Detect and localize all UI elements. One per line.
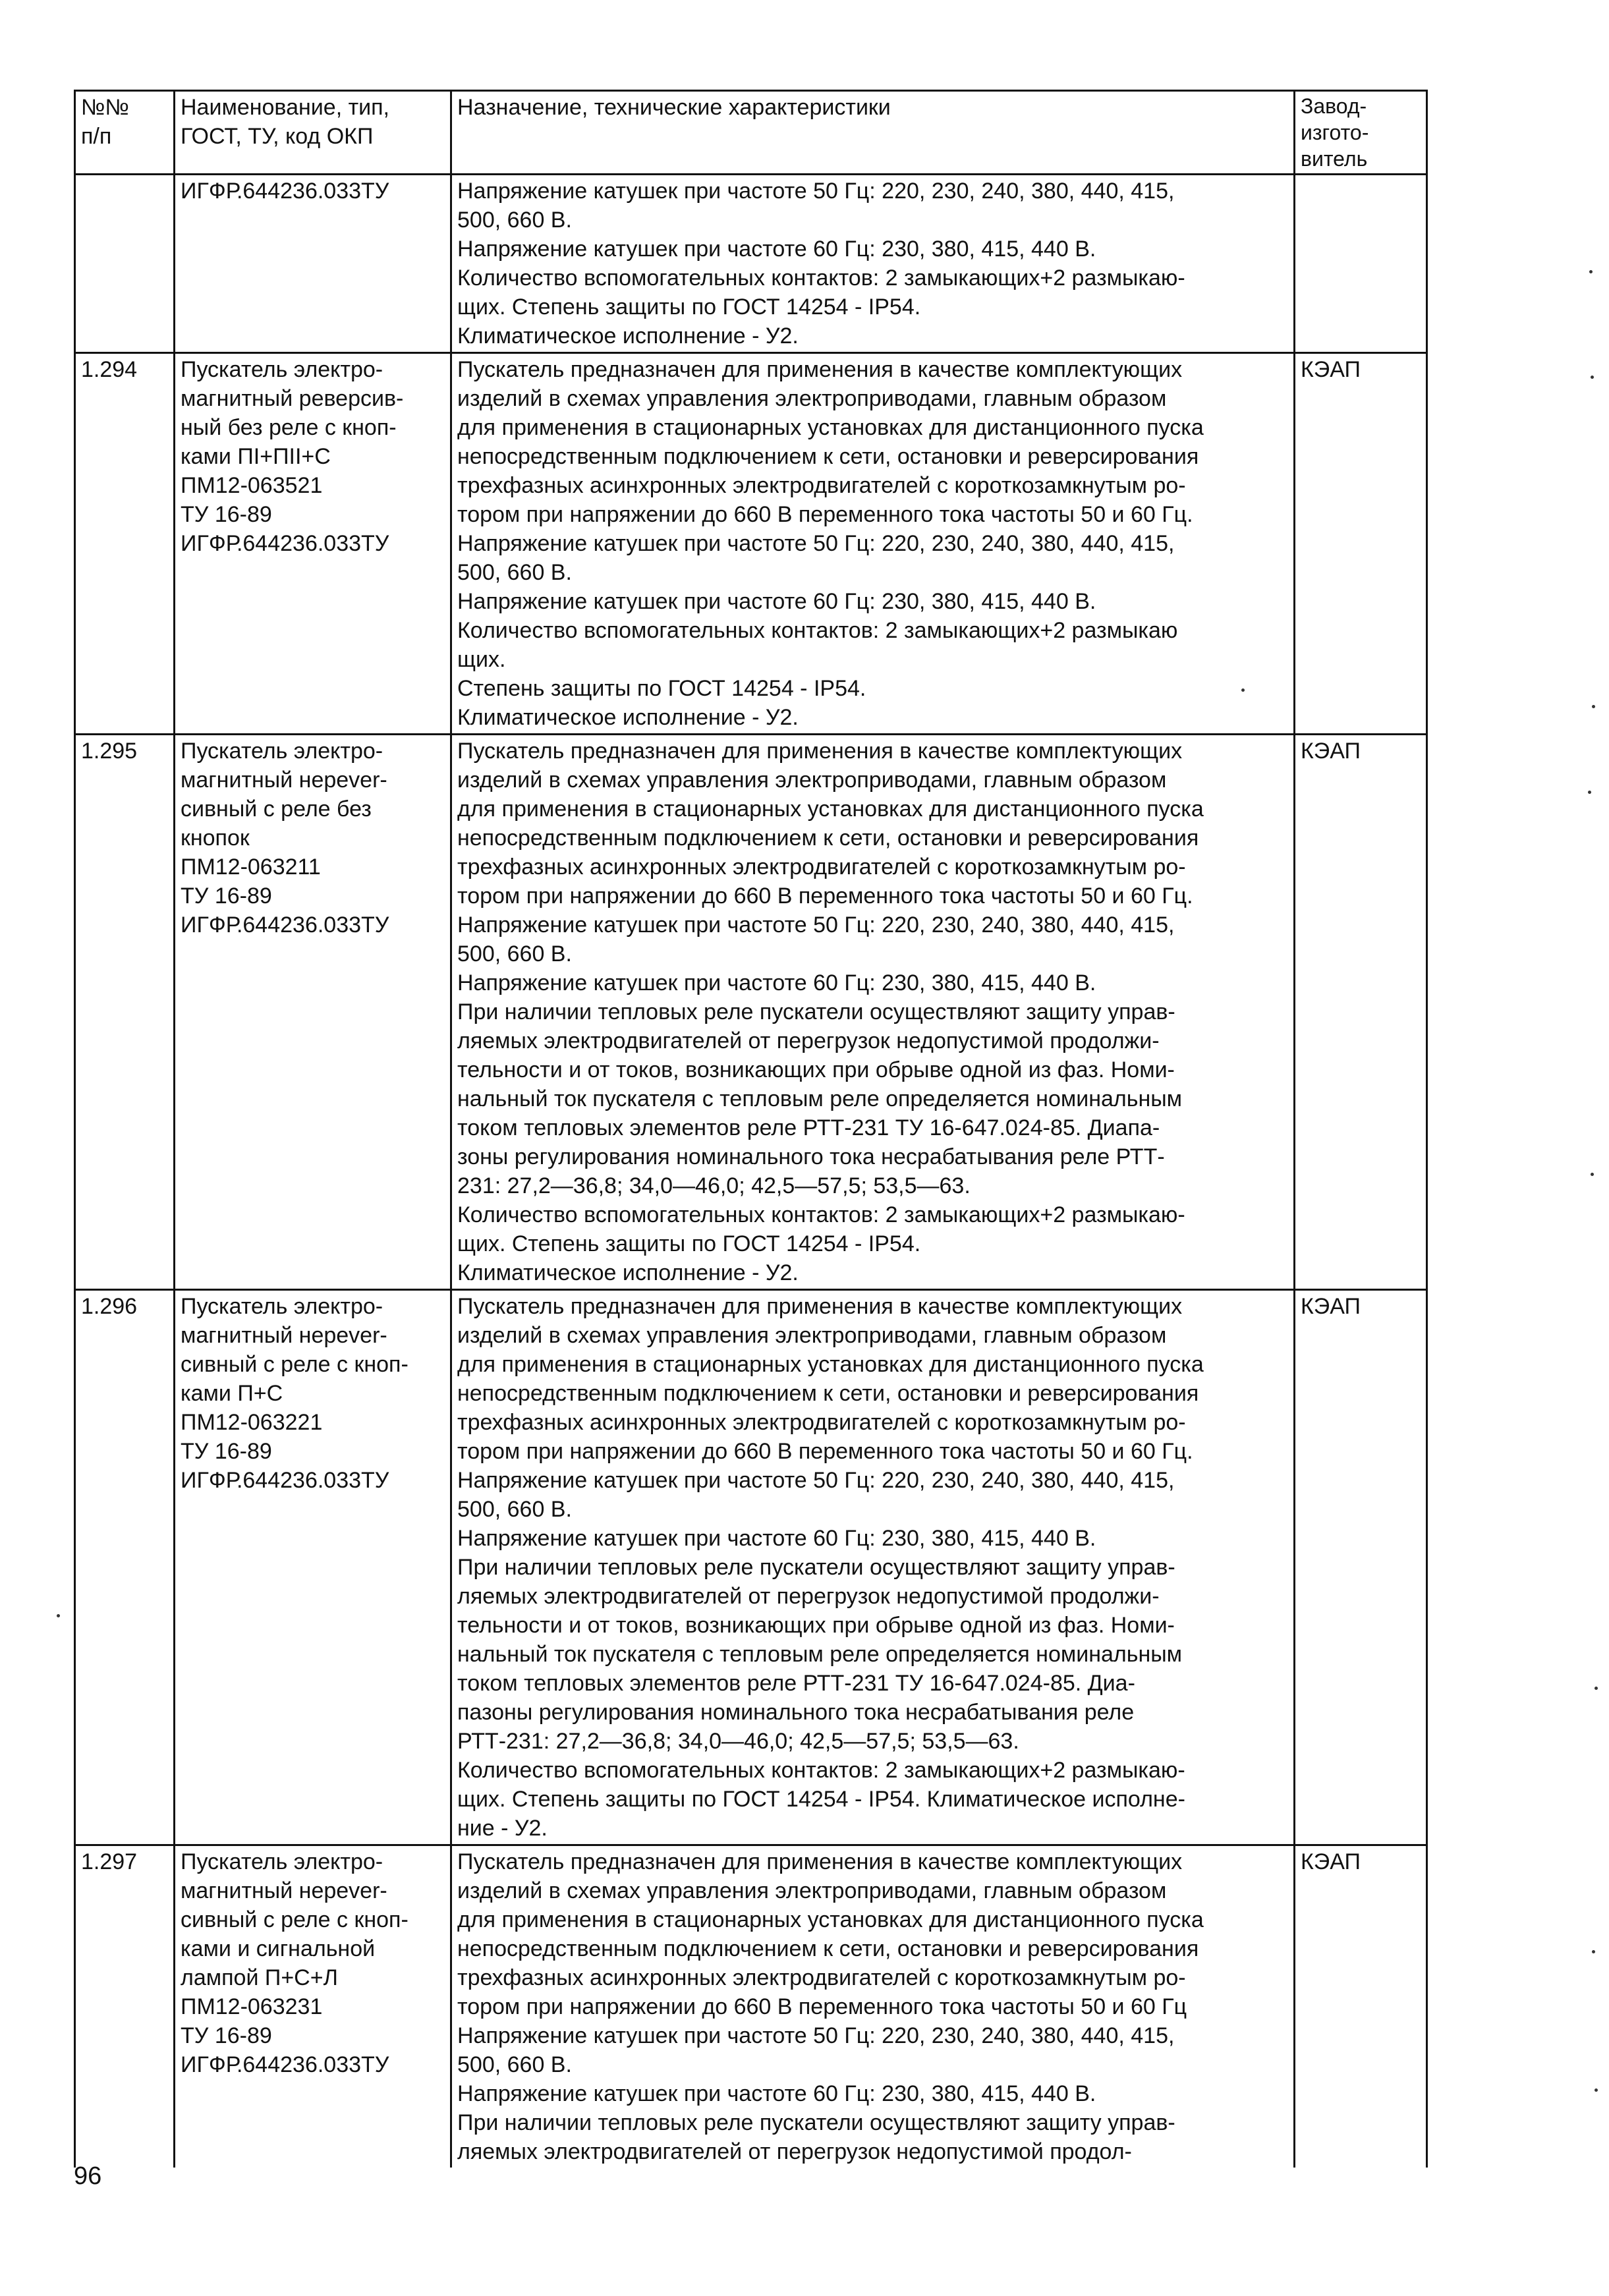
item-description-line: изделий в схемах управления электроприводами, главным образом — [457, 768, 1167, 793]
item-description-line: тором при напряжении до 660 В переменного тока частоты 50 и 60 Гц. — [457, 883, 1193, 909]
header-manufacturer-line: изгото- — [1301, 121, 1369, 144]
item-description-line: током тепловых элементов реле РТТ-231 ТУ 16-647.024-85. Диапа- — [457, 1115, 1160, 1140]
item-description-line: непосредственным подключением к сети, остановки и реверсирования — [457, 444, 1199, 469]
item-manufacturer-cell: КЭАП — [1295, 735, 1427, 1290]
continuation-row — [75, 175, 1427, 353]
item-description-line: Напряжение катушек при частоте 50 Гц: 220, 230, 240, 380, 440, 415, — [457, 2023, 1175, 2048]
item-manufacturer-cell: КЭАП — [1295, 1290, 1427, 1845]
header-manufacturer — [1295, 91, 1427, 175]
item-description-line: Климатическое исполнение - У2. — [457, 705, 799, 730]
header-description: Назначение, технические характеристики — [451, 91, 1295, 175]
scan-speck — [1592, 1950, 1595, 1953]
item-description-line: 500, 660 В. — [457, 560, 572, 585]
item-description-cell — [451, 735, 1295, 1290]
item-description-line: При наличии тепловых реле пускатели осуществляют защиту управ- — [457, 2110, 1175, 2135]
item-description-line: для применения в стационарных установках для дистанционного пуска — [457, 1907, 1204, 1932]
scan-speck — [1595, 2088, 1598, 2092]
item-manufacturer-cell — [1295, 175, 1427, 353]
item-description-cell — [451, 1290, 1295, 1845]
item-description-line: При наличии тепловых реле пускатели осуществляют защиту управ- — [457, 1555, 1175, 1580]
item-description-line: Напряжение катушек при частоте 60 Гц: 230, 380, 415, 440 В. — [457, 237, 1096, 262]
item-description-line: пазоны регулирования номинального тока несрабатывания реле — [457, 1700, 1135, 1725]
item-description-line: тором при напряжении до 660 В переменного тока частоты 50 и 60 Гц. — [457, 502, 1193, 527]
item-description-line: Степень защиты по ГОСТ 14254 - IP54. — [457, 676, 866, 701]
item-number-cell: 1.295 — [75, 735, 175, 1290]
item-description-line: Напряжение катушек при частоте 60 Гц: 230, 380, 415, 440 В. — [457, 589, 1096, 614]
item-name-line: ИГФР.644236.033ТУ — [181, 912, 389, 938]
scan-speck — [1591, 1173, 1594, 1176]
scan-speck — [1595, 1687, 1598, 1690]
item-description-line: Напряжение катушек при частоте 60 Гц: 230, 380, 415, 440 В. — [457, 970, 1096, 995]
item-name-cell — [175, 175, 451, 353]
scan-speck — [1241, 688, 1245, 692]
item-description-line: Напряжение катушек при частоте 60 Гц: 230, 380, 415, 440 В. — [457, 1526, 1096, 1551]
item-name-line: ками ПI+ПII+С — [181, 444, 331, 469]
item-number-cell — [75, 175, 175, 353]
item-description-line: 500, 660 В. — [457, 2052, 572, 2077]
item-name-line: ный без реле с кноп- — [181, 415, 397, 440]
item-description-line: изделий в схемах управления электроприводами, главным образом — [457, 1878, 1167, 1903]
item-name-line: ИГФР.644236.033ТУ — [181, 179, 389, 204]
item-description-line: щих. — [457, 647, 506, 672]
table-row — [75, 353, 1427, 735]
item-name-line: ТУ 16-89 — [181, 2023, 272, 2048]
scan-speck — [1591, 376, 1594, 379]
header-number-line: №№ — [81, 95, 129, 120]
item-name-cell — [175, 1845, 451, 2168]
item-description-line: тором при напряжении до 660 В переменного тока частоты 50 и 60 Гц — [457, 1994, 1187, 2019]
item-description-line: 500, 660 В. — [457, 1497, 572, 1522]
item-name-line: ИГФР.644236.033ТУ — [181, 1468, 389, 1493]
item-description-line: Напряжение катушек при частоте 50 Гц: 220, 230, 240, 380, 440, 415, — [457, 531, 1175, 556]
item-name-line: сивный с реле с кноп- — [181, 1352, 409, 1377]
item-description-line: зоны регулирования номинального тока несрабатывания реле РТТ- — [457, 1144, 1165, 1169]
item-description-line: РТТ-231: 27,2—36,8; 34,0—46,0; 42,5—57,5; 53,5—63. — [457, 1729, 1019, 1754]
item-name-cell — [175, 353, 451, 735]
header-name — [175, 91, 451, 175]
item-description-line: для применения в стационарных установках для дистанционного пуска — [457, 797, 1204, 822]
item-description-line: изделий в схемах управления электроприводами, главным образом — [457, 1323, 1167, 1348]
item-description-line: трехфазных асинхронных электродвигателей с короткозамкнутым ро- — [457, 1965, 1186, 1990]
item-name-line: магнитный реверсив- — [181, 386, 404, 411]
item-name-line: ПМ12-063221 — [181, 1410, 323, 1435]
header-manufacturer-line: витель — [1301, 147, 1368, 171]
item-description-line: для применения в стационарных установках для дистанционного пуска — [457, 415, 1204, 440]
table-row — [75, 1845, 1427, 2168]
table-header-row — [75, 91, 1427, 175]
item-name-line: ТУ 16-89 — [181, 502, 272, 527]
item-name-line: Пускатель электро- — [181, 739, 383, 764]
item-description-line: непосредственным подключением к сети, остановки и реверсирования — [457, 1381, 1199, 1406]
table-row — [75, 735, 1427, 1290]
table-row — [75, 1290, 1427, 1845]
item-number-cell: 1.294 — [75, 353, 175, 735]
item-description-line: Количество вспомогательных контактов: 2 замыкающих+2 размыкаю- — [457, 266, 1185, 291]
item-description-line: Напряжение катушек при частоте 50 Гц: 220, 230, 240, 380, 440, 415, — [457, 1468, 1175, 1493]
item-description-cell — [451, 175, 1295, 353]
item-description-line: изделий в схемах управления электроприводами, главным образом — [457, 386, 1167, 411]
item-description-line: 231: 27,2—36,8; 34,0—46,0; 42,5—57,5; 53,5—63. — [457, 1173, 971, 1198]
item-description-line: 500, 660 В. — [457, 208, 572, 233]
item-description-line: тельности и от токов, возникающих при обрыве одной из фаз. Номи- — [457, 1057, 1175, 1082]
item-description-line: щих. Степень защиты по ГОСТ 14254 - IP54. Климатическое исполне- — [457, 1787, 1185, 1812]
item-name-line: магнитный нерever- — [181, 768, 387, 793]
header-name-line: ГОСТ, ТУ, код ОКП — [181, 124, 374, 149]
item-description-line: трехфазных асинхронных электродвигателей с короткозамкнутым ро- — [457, 854, 1186, 880]
item-description-line: тельности и от токов, возникающих при обрыве одной из фаз. Номи- — [457, 1613, 1175, 1638]
header-number — [75, 91, 175, 175]
item-description-line: непосредственным подключением к сети, остановки и реверсирования — [457, 826, 1199, 851]
item-manufacturer-cell: КЭАП — [1295, 353, 1427, 735]
item-name-line: сивный с реле без — [181, 797, 372, 822]
item-name-line: ками П+С — [181, 1381, 283, 1406]
item-number-cell: 1.297 — [75, 1845, 175, 2168]
item-name-line: магнитный нерever- — [181, 1878, 387, 1903]
item-name-line: магнитный нерever- — [181, 1323, 387, 1348]
item-description-line: Климатическое исполнение - У2. — [457, 1260, 799, 1285]
item-name-line: лампой П+С+Л — [181, 1965, 338, 1990]
scan-speck — [1588, 791, 1591, 794]
item-description-line: нальный ток пускателя с тепловым реле определяется номинальным — [457, 1086, 1183, 1111]
item-description-line: Пускатель предназначен для применения в качестве комплектующих — [457, 357, 1183, 382]
item-description-line: ние - У2. — [457, 1816, 548, 1841]
item-name-line: ПМ12-063521 — [181, 473, 323, 498]
item-name-line: ПМ12-063211 — [181, 854, 321, 880]
item-description-line: Климатическое исполнение - У2. — [457, 323, 799, 349]
item-description-line: током тепловых элементов реле РТТ-231 ТУ 16-647.024-85. Диа- — [457, 1671, 1135, 1696]
item-description-cell — [451, 1845, 1295, 2168]
item-description-cell — [451, 353, 1295, 735]
item-name-line: сивный с реле с кноп- — [181, 1907, 409, 1932]
item-name-line: ПМ12-063231 — [181, 1994, 323, 2019]
item-description-line: Пускатель предназначен для применения в качестве комплектующих — [457, 1849, 1183, 1874]
item-description-line: щих. Степень защиты по ГОСТ 14254 - IP54. — [457, 294, 921, 320]
item-description-line: ляемых электродвигателей от перегрузок недопустимой продолжи- — [457, 1584, 1160, 1609]
item-name-line: ТУ 16-89 — [181, 1439, 272, 1464]
item-description-line: 500, 660 В. — [457, 941, 572, 966]
item-description-line: щих. Степень защиты по ГОСТ 14254 - IP54. — [457, 1231, 921, 1256]
item-name-line: ИГФР.644236.033ТУ — [181, 531, 389, 556]
item-number-cell: 1.296 — [75, 1290, 175, 1845]
item-description-line: тором при напряжении до 660 В переменного тока частоты 50 и 60 Гц. — [457, 1439, 1193, 1464]
item-description-line: непосредственным подключением к сети, остановки и реверсирования — [457, 1936, 1199, 1961]
item-description-line: Напряжение катушек при частоте 50 Гц: 220, 230, 240, 380, 440, 415, — [457, 912, 1175, 938]
item-description-line: ляемых электродвигателей от перегрузок недопустимой продолжи- — [457, 1028, 1160, 1053]
item-name-line: Пускатель электро- — [181, 357, 383, 382]
product-table — [74, 90, 1428, 2168]
item-manufacturer-cell: КЭАП — [1295, 1845, 1427, 2168]
item-name-line: ками и сигнальной — [181, 1936, 376, 1961]
item-name-line: Пускатель электро- — [181, 1849, 383, 1874]
header-number-line: п/п — [81, 124, 112, 149]
item-description-line: трехфазных асинхронных электродвигателей с короткозамкнутым ро- — [457, 473, 1186, 498]
scan-speck — [1589, 270, 1593, 273]
item-description-line: Напряжение катушек при частоте 50 Гц: 220, 230, 240, 380, 440, 415, — [457, 179, 1175, 204]
item-name-cell — [175, 735, 451, 1290]
item-description-line: При наличии тепловых реле пускатели осуществляют защиту управ- — [457, 999, 1175, 1024]
item-description-line: Пускатель предназначен для применения в качестве комплектующих — [457, 739, 1183, 764]
item-name-line: ИГФР.644236.033ТУ — [181, 2052, 389, 2077]
item-description-line: Напряжение катушек при частоте 60 Гц: 230, 380, 415, 440 В. — [457, 2081, 1096, 2106]
item-name-line: кнопок — [181, 826, 250, 851]
item-name-cell — [175, 1290, 451, 1845]
item-description-line: Количество вспомогательных контактов: 2 замыкающих+2 размыкаю- — [457, 1202, 1185, 1227]
header-name-line: Наименование, тип, — [181, 95, 390, 120]
item-name-line: Пускатель электро- — [181, 1294, 383, 1319]
item-description-line: Количество вспомогательных контактов: 2 замыкающих+2 размыкаю — [457, 618, 1178, 643]
scan-speck — [1592, 705, 1595, 708]
page-number: 96 — [74, 2162, 102, 2190]
item-description-line: Пускатель предназначен для применения в качестве комплектующих — [457, 1294, 1183, 1319]
item-description-line: для применения в стационарных установках для дистанционного пуска — [457, 1352, 1204, 1377]
header-manufacturer-line: Завод- — [1301, 94, 1367, 118]
item-description-line: нальный ток пускателя с тепловым реле определяется номинальным — [457, 1642, 1183, 1667]
item-description-line: трехфазных асинхронных электродвигателей с короткозамкнутым ро- — [457, 1410, 1186, 1435]
item-name-line: ТУ 16-89 — [181, 883, 272, 909]
item-description-line: ляемых электродвигателей от перегрузок недопустимой продол- — [457, 2139, 1132, 2164]
table-body — [75, 175, 1427, 2168]
scan-speck — [57, 1614, 60, 1617]
item-description-line: Количество вспомогательных контактов: 2 замыкающих+2 размыкаю- — [457, 1758, 1185, 1783]
